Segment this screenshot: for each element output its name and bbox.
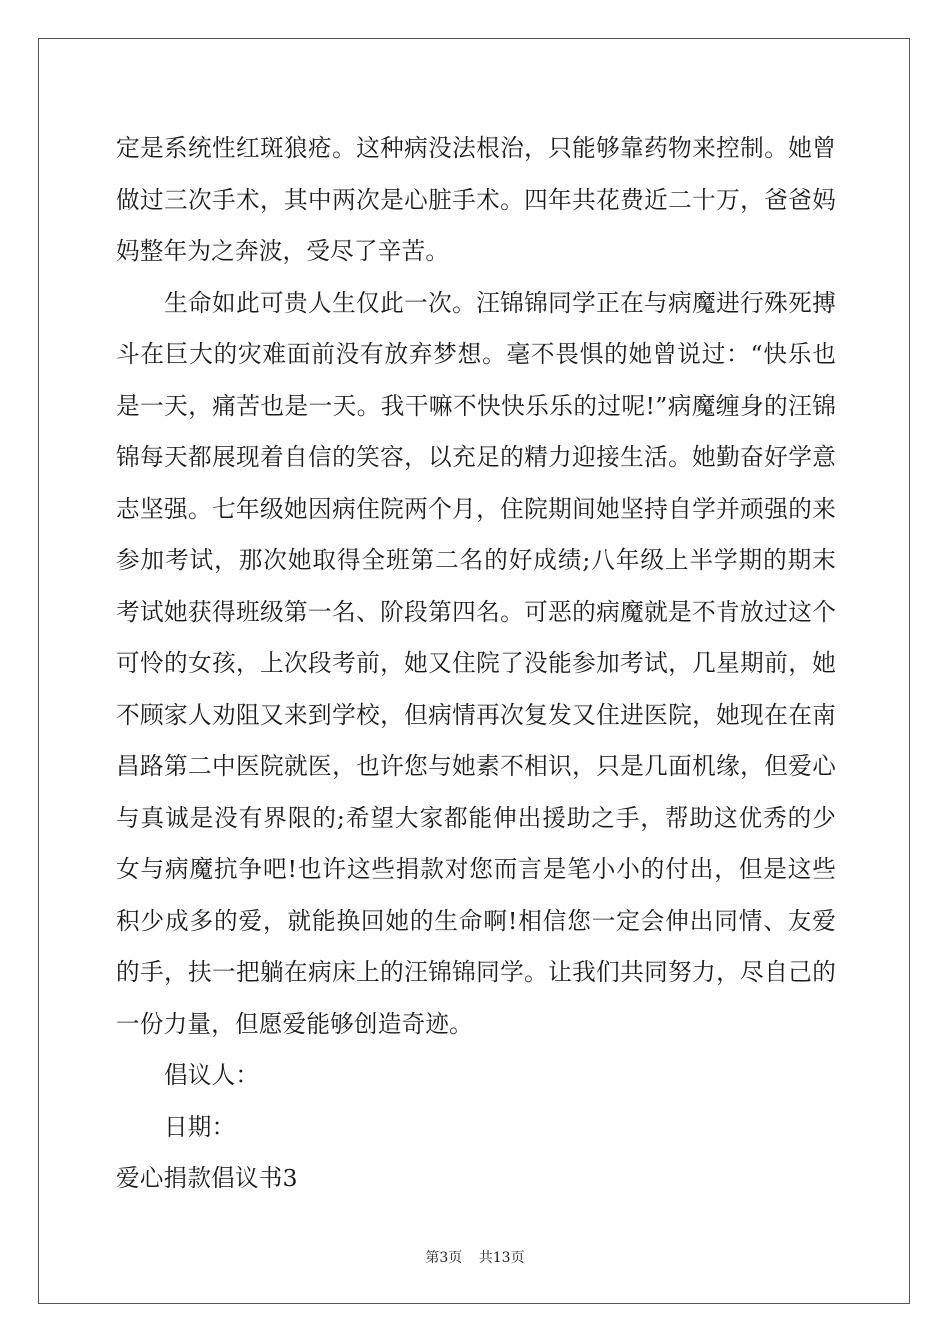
page-number: 第3页 <box>425 1250 463 1266</box>
document-body <box>116 123 836 1205</box>
page-footer <box>0 1247 950 1267</box>
paragraph-main: 生命如此可贵人生仅此一次。汪锦锦同学正在与病魔进行殊死搏斗在巨大的灾难面前没有放弃梦想。毫不畏惧的她曾说过：“快乐也是一天，痛苦也是一天。我干嘛不快快乐乐的过呢!”病魔缠身的汪锦锦每天都展现着自信的笑容，以充足的精力迎接生活。她勤奋好学意志坚强。七年级她因病住院两个月，住院期间她坚持自学并顽强的来参加考试，那次她取得全班第二名的好成绩;八年级上半学期的期末考试她获得班级第一名、阶段第四名。可恶的病魔就是不肯放过这个可怜的女孩，上次段考前，她又住院了没能参加考试，几星期前，她不顾家人劝阻又来到学校，但病情再次复发又住进医院，她现在在南昌路第二中医院就医，也许您与她素不相识，只是几面机缘，但爱心与真诚是没有界限的;希望大家都能伸出援助之手，帮助这优秀的少女与病魔抗争吧!也许这些捐款对您而言是笔小小的付出，但是这些积少成多的爱，就能换回她的生命啊!相信您一定会伸出同情、友爱的手，扶一把躺在病床上的汪锦锦同学。让我们共同努力，尽自己的一份力量，但愿爱能够创造奇迹。 <box>116 288 836 1038</box>
date-label: 日期： <box>164 1112 236 1141</box>
next-section-title: 爱心捐款倡议书3 <box>116 1164 298 1192</box>
initiator-label: 倡议人： <box>164 1061 260 1089</box>
page-total: 共13页 <box>478 1250 525 1266</box>
paragraph-continued: 定是系统性红斑狼疮。这种病没法根治，只能够靠药物来控制。她曾做过三次手术，其中两次是心脏手术。四年共花费近二十万，爸爸妈妈整年为之奔波，受尽了辛苦。 <box>116 134 836 265</box>
